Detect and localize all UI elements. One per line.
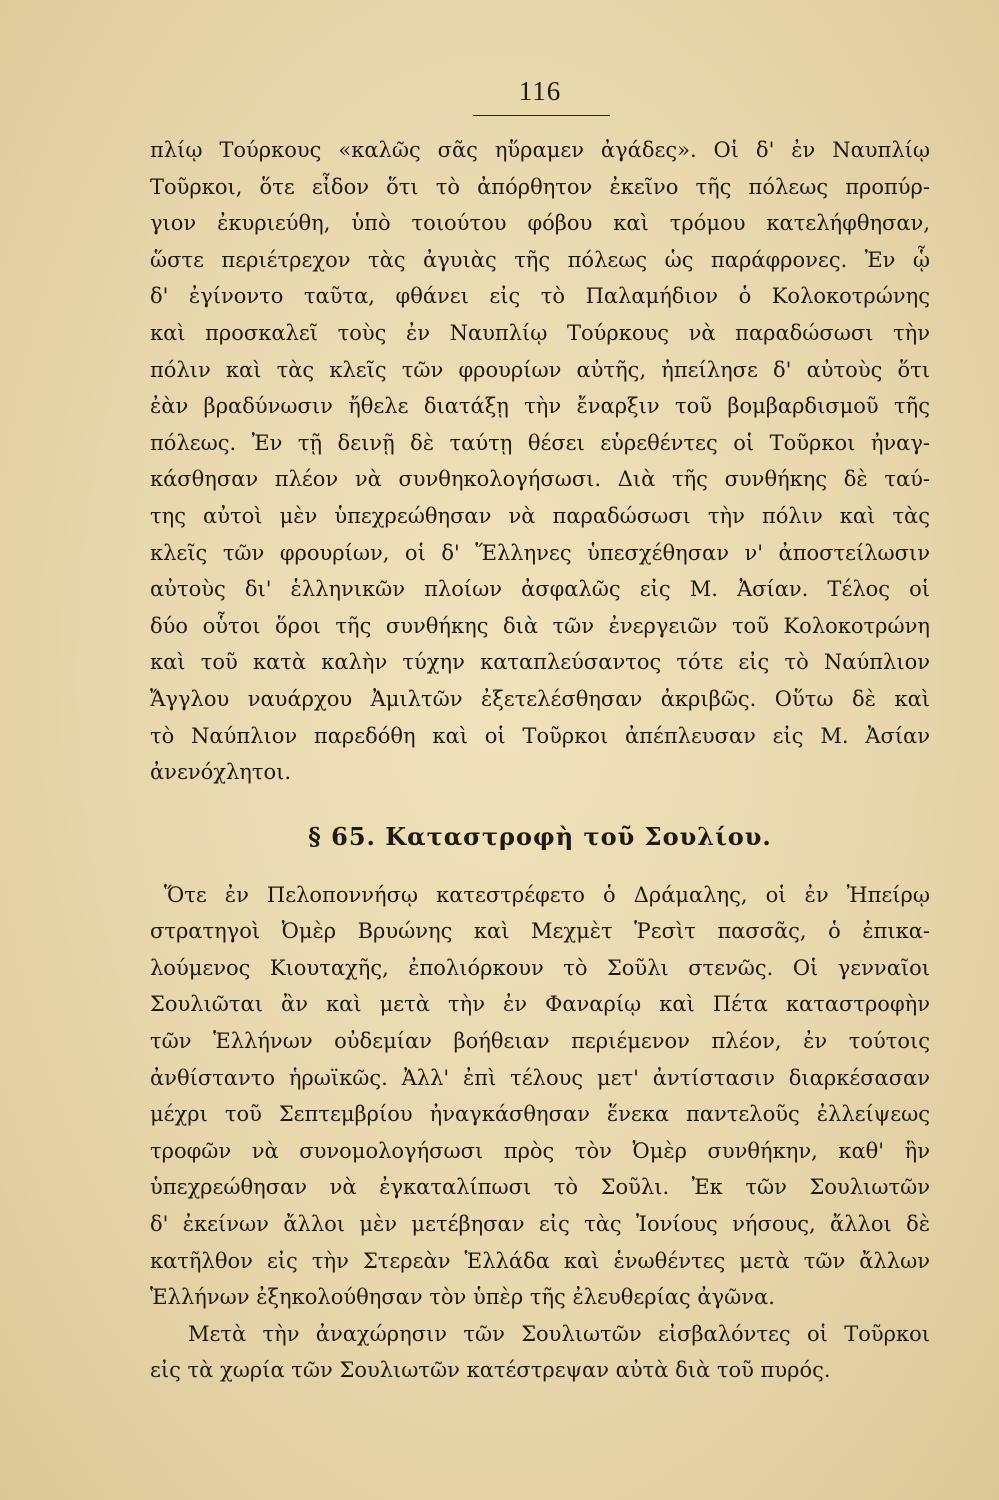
text-line: κατῆλθον εἰς τὴν Στερεὰν Ἑλλάδα καὶ ἑνωθέντες μετὰ τῶν ἄλλων bbox=[150, 1248, 930, 1273]
text-line: Ἑλλήνων ἐξηκολούθησαν τὸν ὑπὲρ τῆς ἐλευθερίας ἀγῶνα. bbox=[150, 1285, 775, 1310]
text-line: μέχρι τοῦ Σεπτεμβρίου ἠναγκάσθησαν ἕνεκα παντελοῦς ἐλλείψεως bbox=[150, 1102, 930, 1127]
text-line: στρατηγοὶ Ὀμὲρ Βρυώνης καὶ Μεχμὲτ Ῥεσὶτ πασσᾶς, ὁ ἐπικα- bbox=[150, 919, 930, 944]
text-line: ἀνενόχλητοι. bbox=[150, 760, 292, 785]
text-line: καὶ προσκαλεῖ τοὺς ἐν Ναυπλίῳ Τούρκους νὰ παραδώσωσι τὴν bbox=[150, 320, 930, 345]
page-number: 116 bbox=[518, 76, 562, 106]
text-line: δ' ἐκείνων ἄλλοι μὲν μετέβησαν εἰς τὰς Ἰονίους νήσους, ἄλλοι δὲ bbox=[150, 1212, 930, 1237]
text-line: δύο οὗτοι ὅροι τῆς συνθήκης διὰ τῶν ἐνεργειῶν τοῦ Κολοκοτρώνη bbox=[150, 613, 930, 638]
text-line: λούμενος Κιουταχῆς, ἐπολιόρκουν τὸ Σοῦλι στενῶς. Οἱ γενναῖοι bbox=[150, 955, 930, 980]
text-line: αὐτοὺς δι' ἑλληνικῶν πλοίων ἀσφαλῶς εἰς Μ. Ἀσίαν. Τέλος οἱ bbox=[150, 577, 930, 602]
text-line: πλίῳ Τούρκους «καλῶς σᾶς ηὕραμεν ἀγάδες». Οἱ δ' ἐν Ναυπλίῳ bbox=[150, 138, 930, 162]
text-line: γιον ἐκυριεύθη, ὑπὸ τοιούτου φόβου καὶ τρόμου κατελήφθησαν, bbox=[150, 211, 930, 236]
text-line: κλεῖς τῶν φρουρίων, οἱ δ' Ἕλληνες ὑπεσχέθησαν ν' ἀποστείλωσιν bbox=[150, 540, 930, 565]
text-line: πόλεως. Ἐν τῇ δεινῇ δὲ ταύτῃ θέσει εὑρεθέντες οἱ Τοῦρκοι ἠναγ- bbox=[150, 430, 930, 455]
section-paragraph bbox=[150, 877, 930, 1316]
header-rule bbox=[473, 115, 610, 116]
section-paragraph bbox=[150, 1316, 930, 1389]
text-line: ἐὰν βραδύνωσιν ἤθελε διατάξῃ τὴν ἔναρξιν τοῦ βομβαρδισμοῦ τῆς bbox=[150, 394, 930, 419]
text-line: ὑπεχρεώθησαν νὰ ἐγκαταλίπωσι τὸ Σοῦλι. Ἐκ τῶν Σουλιωτῶν bbox=[150, 1175, 930, 1200]
text-line: ἀνθίσταντο ἡρωϊκῶς. Ἀλλ' ἐπὶ τέλους μετ' ἀντίστασιν διαρκέσασαν bbox=[150, 1065, 930, 1090]
text-line: εἰς τὰ χωρία τῶν Σουλιωτῶν κατέστρεψαν αὐτὰ διὰ τοῦ πυρός. bbox=[150, 1358, 831, 1383]
text-line: Σουλιῶται ἂν καὶ μετὰ τὴν ἐν Φαναρίῳ καὶ Πέτα καταστροφὴν bbox=[150, 992, 930, 1017]
text-line: Ἄγγλου ναυάρχου Ἀμιλτῶν ἐξετελέσθησαν ἀκριβῶς. Οὕτω δὲ καὶ bbox=[150, 686, 930, 711]
text-line: Μετὰ τὴν ἀναχώρησιν τῶν Σουλιωτῶν εἰσβαλόντες οἱ Τοῦρκοι bbox=[188, 1321, 930, 1346]
section-heading: § 65. Καταστροφὴ τοῦ Σουλίου. bbox=[308, 821, 772, 851]
body-text bbox=[150, 132, 930, 1389]
text-line: Τοῦρκοι, ὅτε εἶδον ὅτι τὸ ἀπόρθητον ἐκεῖνο τῆς πόλεως προπύρ- bbox=[150, 174, 930, 199]
text-line: ὥστε περιέτρεχον τὰς ἀγυιὰς τῆς πόλεως ὡς παράφρονες. Ἐν ᾧ bbox=[150, 247, 930, 272]
text-line: δ' ἐγίνοντο ταῦτα, φθάνει εἰς τὸ Παλαμήδιον ὁ Κολοκοτρώνης bbox=[150, 284, 930, 309]
text-line: πόλιν καὶ τὰς κλεῖς τῶν φρουρίων αὐτῆς, ἠπείλησε δ' αὐτοὺς ὅτι bbox=[150, 357, 930, 382]
paragraph-continued bbox=[150, 132, 930, 791]
text-line: της αὐτοὶ μὲν ὑπεχρεώθησαν νὰ παραδώσωσι τὴν πόλιν καὶ τὰς bbox=[150, 503, 930, 528]
text-line: καὶ τοῦ κατὰ καλὴν τύχην καταπλεύσαντος τότε εἰς τὸ Ναύπλιον bbox=[150, 650, 930, 675]
text-line: κάσθησαν πλέον νὰ συνθηκολογήσωσι. Διὰ τῆς συνθήκης δὲ ταύ- bbox=[150, 467, 930, 492]
text-line: τῶν Ἑλλήνων οὐδεμίαν βοήθειαν περιέμενον πλέον, ἐν τούτοις bbox=[150, 1029, 930, 1054]
text-line: Ὅτε ἐν Πελοποννήσῳ κατεστρέφετο ὁ Δράμαλης, οἱ ἐν Ἠπείρῳ bbox=[164, 882, 930, 907]
text-line: τὸ Ναύπλιον παρεδόθη καὶ οἱ Τοῦρκοι ἀπέπλευσαν εἰς Μ. Ἀσίαν bbox=[150, 723, 930, 748]
text-line: τροφῶν νὰ συνομολογήσωσι πρὸς τὸν Ὀμὲρ συνθήκην, καθ' ἣν bbox=[150, 1138, 930, 1163]
